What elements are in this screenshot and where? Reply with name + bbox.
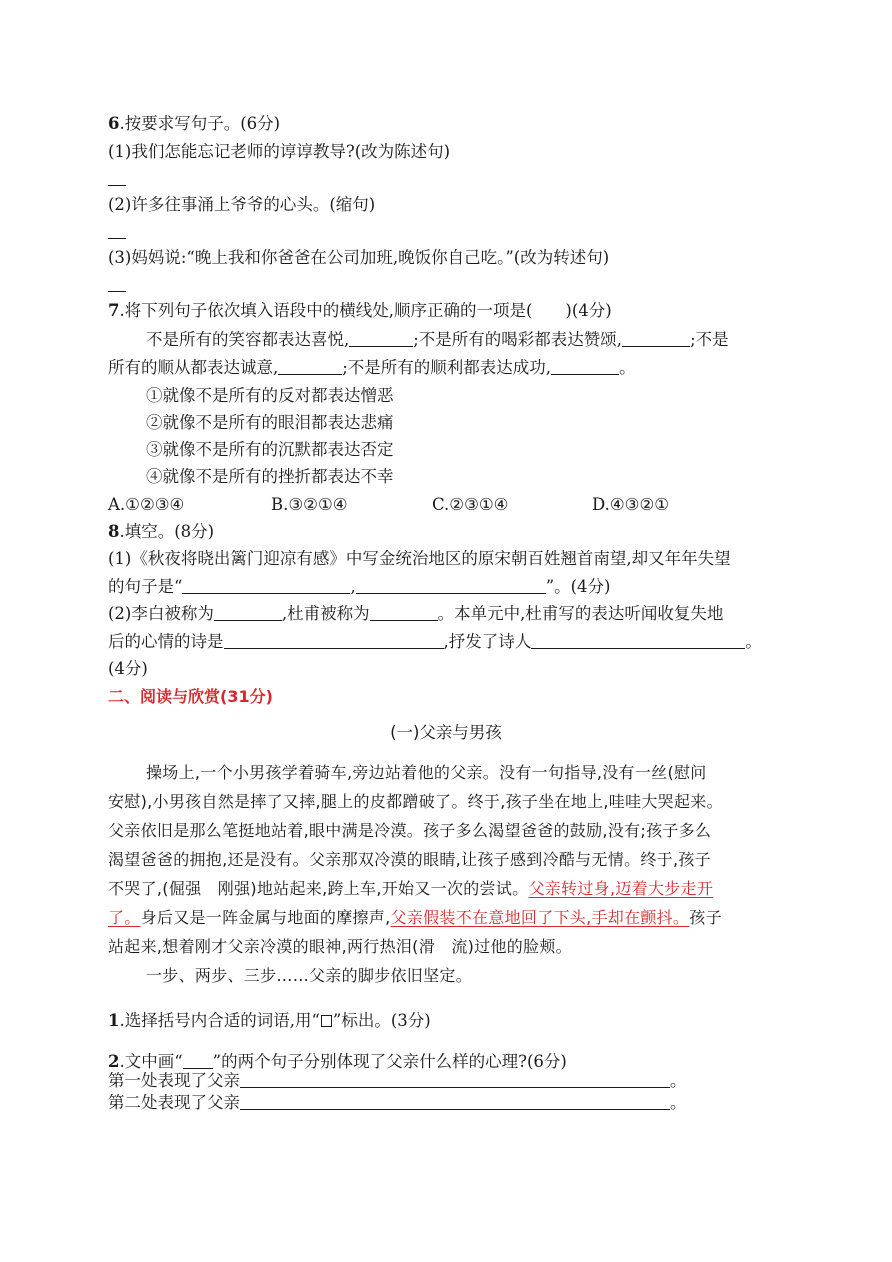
underline-sample [183,1054,213,1069]
q8-blank-libai[interactable] [214,604,282,621]
q8-text: ,杜甫被称为 [281,604,370,623]
q7-text: 所有的顺从都表达诚意, [108,358,279,377]
q7-number: 7 [108,301,120,320]
q7-option-d[interactable]: D.④③②① [592,495,670,514]
square-mark-icon [321,1015,332,1027]
passage-text: 不哭了,(倔强 刚强)地站起来,跨上车,开始又一次的尝试。 [108,879,529,898]
q7-blank-4[interactable] [551,358,619,375]
q8-heading [108,521,214,543]
section-heading: 二、阅读与欣赏(31分) [108,687,273,706]
q7-item-2: ②就像不是所有的眼泪都表达悲痛 [146,413,394,432]
q8-text: ,抒发了诗人 [443,632,532,651]
q6-sentence-3: (3)妈妈说:“晚上我和你爸爸在公司加班,晚饭你自己吃。”(改为转述句) [108,248,610,267]
rq2-answer-label: 第一处表现了父亲 [108,1071,240,1090]
q8-text: 。 [745,632,762,651]
rq2-blank-2[interactable] [240,1093,670,1110]
q8-number: 8 [108,522,120,541]
q8-line-3 [108,603,723,625]
q7-option-a[interactable]: A.①②③④ [108,495,185,514]
rq2-number: 2 [108,1052,120,1071]
underlined-sentence-1-end: 了。 [108,908,141,927]
q8-line-1: (1)《秋夜将晓出篱门迎凉有感》中写金统治地区的原宋朝百姓翘首南望,却又年年失望 [108,549,731,568]
q6-heading [108,113,280,135]
q7-text: ;不是所有的顺利都表达成功, [342,358,552,377]
q8-text: 后的心情的诗是 [108,632,224,651]
passage-line-7: 站起来,想着刚才父亲冷漠的眼神,两行热泪(滑 流)过他的脸颊。 [108,937,572,956]
q7-item-1: ①就像不是所有的反对都表达憎恶 [146,386,394,405]
passage-title: (一)父亲与男孩 [390,723,502,742]
passage-line-3: 父亲依旧是那么笔挺地站着,眼中满是冷漠。孩子多么渴望爸爸的鼓励,没有;孩子多么 [108,821,712,840]
q8-text: , [350,577,356,596]
passage-line-1: 操场上,一个小男孩学着骑车,旁边站着他的父亲。没有一句指导,没有一丝(慰问 [146,763,707,782]
q7-blank-3[interactable] [278,358,342,375]
rq1-text: .选择括号内合适的词语,用“ [119,1011,320,1030]
q6-sentence-1: (1)我们怎能忘记老师的谆谆教导?(改为陈述句) [108,142,451,161]
passage-text: 身后又是一阵金属与地面的摩擦声, [140,908,391,927]
passage-line-6 [108,907,722,929]
q6-sentence-2: (2)许多往事涌上爷爷的心头。(缩句) [108,195,376,214]
q8-line-4 [108,631,762,653]
q8-blank-poem-1[interactable] [182,577,350,594]
q7-passage-line-2 [108,357,636,379]
q7-text: 。 [619,358,636,377]
q6-answer-line-3[interactable] [108,291,126,292]
q7-option-b[interactable]: B.③②①④ [271,495,348,514]
q7-item-4: ④就像不是所有的挫折都表达不幸 [146,467,394,486]
q8-text: ”。(4分) [545,577,611,596]
q7-heading [108,300,612,322]
q7-text: 不是所有的笑容都表达喜悦, [146,330,350,349]
rq2-text: 。 [670,1093,687,1112]
q7-item-3: ③就像不是所有的沉默都表达否定 [146,440,394,459]
rq1-heading [108,1010,431,1032]
q8-text: 。本单元中,杜甫写的表达听闻收复失地 [437,604,724,623]
rq1-number: 1 [108,1011,120,1030]
passage-line-5 [108,878,713,900]
q6-answer-line-2[interactable] [108,238,126,239]
passage-line-2: 安慰),小男孩自然是摔了又摔,腿上的皮都蹭破了。终于,孩子坐在地上,哇哇大哭起来。 [108,792,723,811]
q8-heading-text: .填空。(8分) [119,522,215,541]
passage-line-4: 渴望爸爸的拥抱,还是没有。父亲那双冷漠的眼睛,让孩子感到冷酷与无情。终于,孩子 [108,850,711,869]
rq2-text: 。 [670,1071,687,1090]
q8-text: (2)李白被称为 [108,604,214,623]
q6-answer-line-1[interactable] [108,185,126,186]
q7-option-c[interactable]: C.②③①④ [432,495,509,514]
q8-blank-feeling[interactable] [531,632,745,649]
q8-blank-dufu[interactable] [370,604,438,621]
q7-text: ;不是所有的喝彩都表达赞颂, [413,330,623,349]
underlined-sentence-1: 父亲转过身,迈着大步走开 [528,879,714,898]
q7-text: ;不是 [690,330,729,349]
passage-text: 孩子 [689,908,722,927]
q6-number: 6 [108,114,120,133]
rq2-blank-1[interactable] [240,1071,670,1088]
q7-blank-2[interactable] [622,330,690,347]
q7-passage-line-1 [146,329,729,351]
q7-heading-text: .将下列句子依次填入语段中的横线处,顺序正确的一项是( )(4分) [119,301,612,320]
underlined-sentence-2: 父亲假装不在意地回了下头,手却在颤抖。 [390,908,690,927]
rq1-text: ”标出。(3分) [332,1011,431,1030]
q8-line-5: (4分) [108,659,148,678]
q8-text: 的句子是“ [108,577,183,596]
rq2-answer-1 [108,1070,687,1092]
rq2-answer-label: 第二处表现了父亲 [108,1093,240,1112]
rq2-text: .文中画“ [119,1052,183,1071]
q8-blank-poem-2[interactable] [356,577,546,594]
rq2-answer-2 [108,1092,687,1114]
rq2-text: ”的两个句子分别体现了父亲什么样的心理?(6分) [212,1052,567,1071]
q8-line-2 [108,576,611,598]
passage-line-8: 一步、两步、三步……父亲的脚步依旧坚定。 [146,966,473,985]
q7-blank-1[interactable] [349,330,413,347]
q6-heading-text: .按要求写句子。(6分) [119,114,281,133]
q8-blank-poem-title[interactable] [224,632,444,649]
